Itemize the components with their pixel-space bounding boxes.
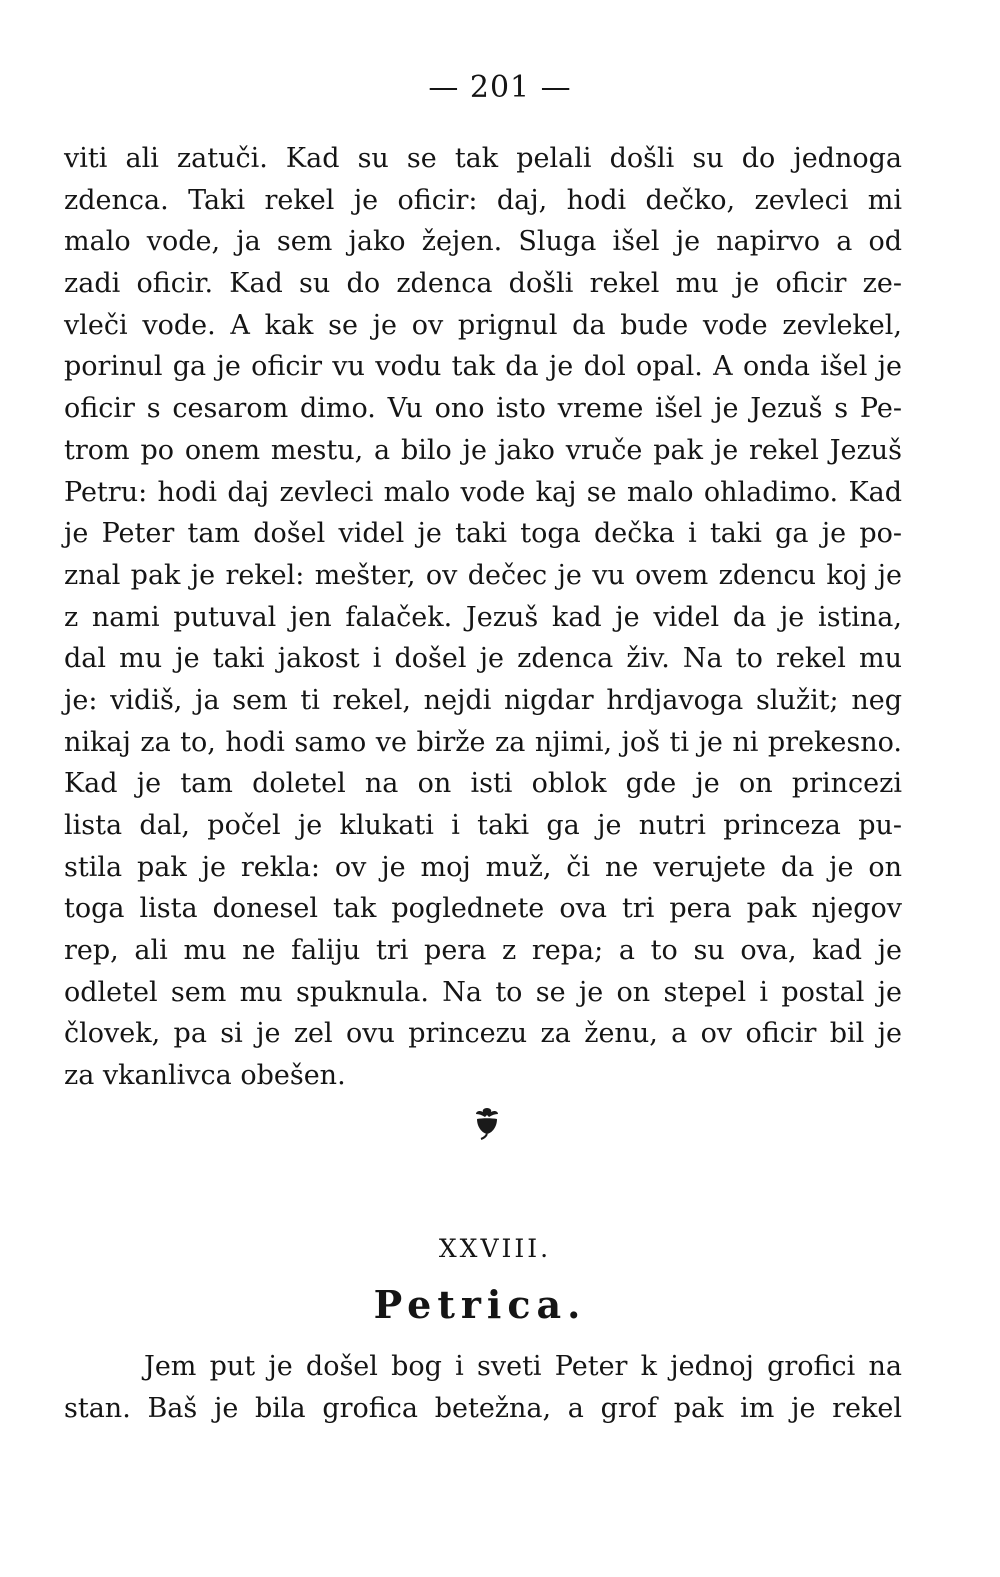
text-line: viti ali zatuči. Kad su se tak pelali došli su do jednoga — [64, 143, 902, 174]
text-line: zadi oficir. Kad su do zdenca došli rekel mu je oficir ze- — [64, 268, 902, 300]
text-line: stan. Baš je bila grofica betežna, a grof pak im je rekel — [64, 1393, 902, 1424]
text-line: zdenca. Taki rekel je oficir: daj, hodi dečko, zevleci mi — [64, 184, 902, 216]
text-line: Jem put je došel bog i sveti Peter k jednoj grofici na — [144, 1351, 902, 1382]
fleuron-ornament-icon — [470, 1105, 504, 1141]
text-line: lista dal, počel je klukati i taki ga je nutri princeza pu- — [64, 810, 902, 841]
text-line: za vkanlivca obešen. — [64, 1060, 346, 1092]
text-line: Kad je tam doletel na on isti oblok gde je on princezi — [64, 768, 902, 800]
text-line: z nami putuval jen falaček. Jezuš kad je videl da je istina, — [64, 601, 902, 633]
text-line: porinul ga je oficir vu vodu tak da je dol opal. A onda išel je — [64, 351, 902, 383]
text-line: dal mu je taki jakost i došel je zdenca živ. Na to rekel mu — [64, 643, 902, 675]
text-line: je: vidiš, ja sem ti rekel, nejdi nigdar hrdjavoga služit; neg — [64, 684, 902, 716]
chapter-text — [64, 1346, 902, 1430]
text-line: znal pak je rekel: mešter, ov dečec je vu ovem zdencu koj je — [64, 559, 902, 591]
text-line: človek, pa si je zel ovu princezu za ženu, a ov oficir bil je — [64, 1018, 902, 1050]
text-line: trom po onem mestu, a bilo je jako vruče pak je rekel Jezuš — [64, 434, 902, 466]
text-line: Petru: hodi daj zevleci malo vode kaj se malo ohladimo. Kad — [64, 476, 902, 508]
text-line: je Peter tam došel videl je taki toga dečka i taki ga je po- — [64, 518, 902, 550]
text-line: stila pak je rekla: ov je moj muž, či ne verujete da je on — [64, 851, 902, 883]
text-line: toga lista donesel tak poglednete ova tri pera pak njegov — [64, 893, 902, 925]
text-line: odletel sem mu spuknula. Na to se je on stepel i postal je — [64, 976, 902, 1008]
text-line: rep, ali mu ne faliju tri pera z repa; a to su ova, kad je — [64, 935, 902, 967]
page-number: — 201 — — [428, 70, 572, 105]
body-text — [64, 138, 902, 1097]
text-line: vleči vode. A kak se je ov prignul da bude vode zevlekel, — [64, 309, 902, 341]
text-line: malo vode, ja sem jako žejen. Sluga išel je napirvo a od — [64, 226, 902, 258]
text-line: oficir s cesarom dimo. Vu ono isto vreme išel je Jezuš s Pe- — [64, 393, 902, 425]
chapter-number: XXVIII. — [438, 1234, 552, 1263]
chapter-title: Petrica. — [373, 1282, 587, 1327]
text-line: nikaj za to, hodi samo ve birže za njimi, još ti je ni prekesno. — [64, 726, 902, 758]
